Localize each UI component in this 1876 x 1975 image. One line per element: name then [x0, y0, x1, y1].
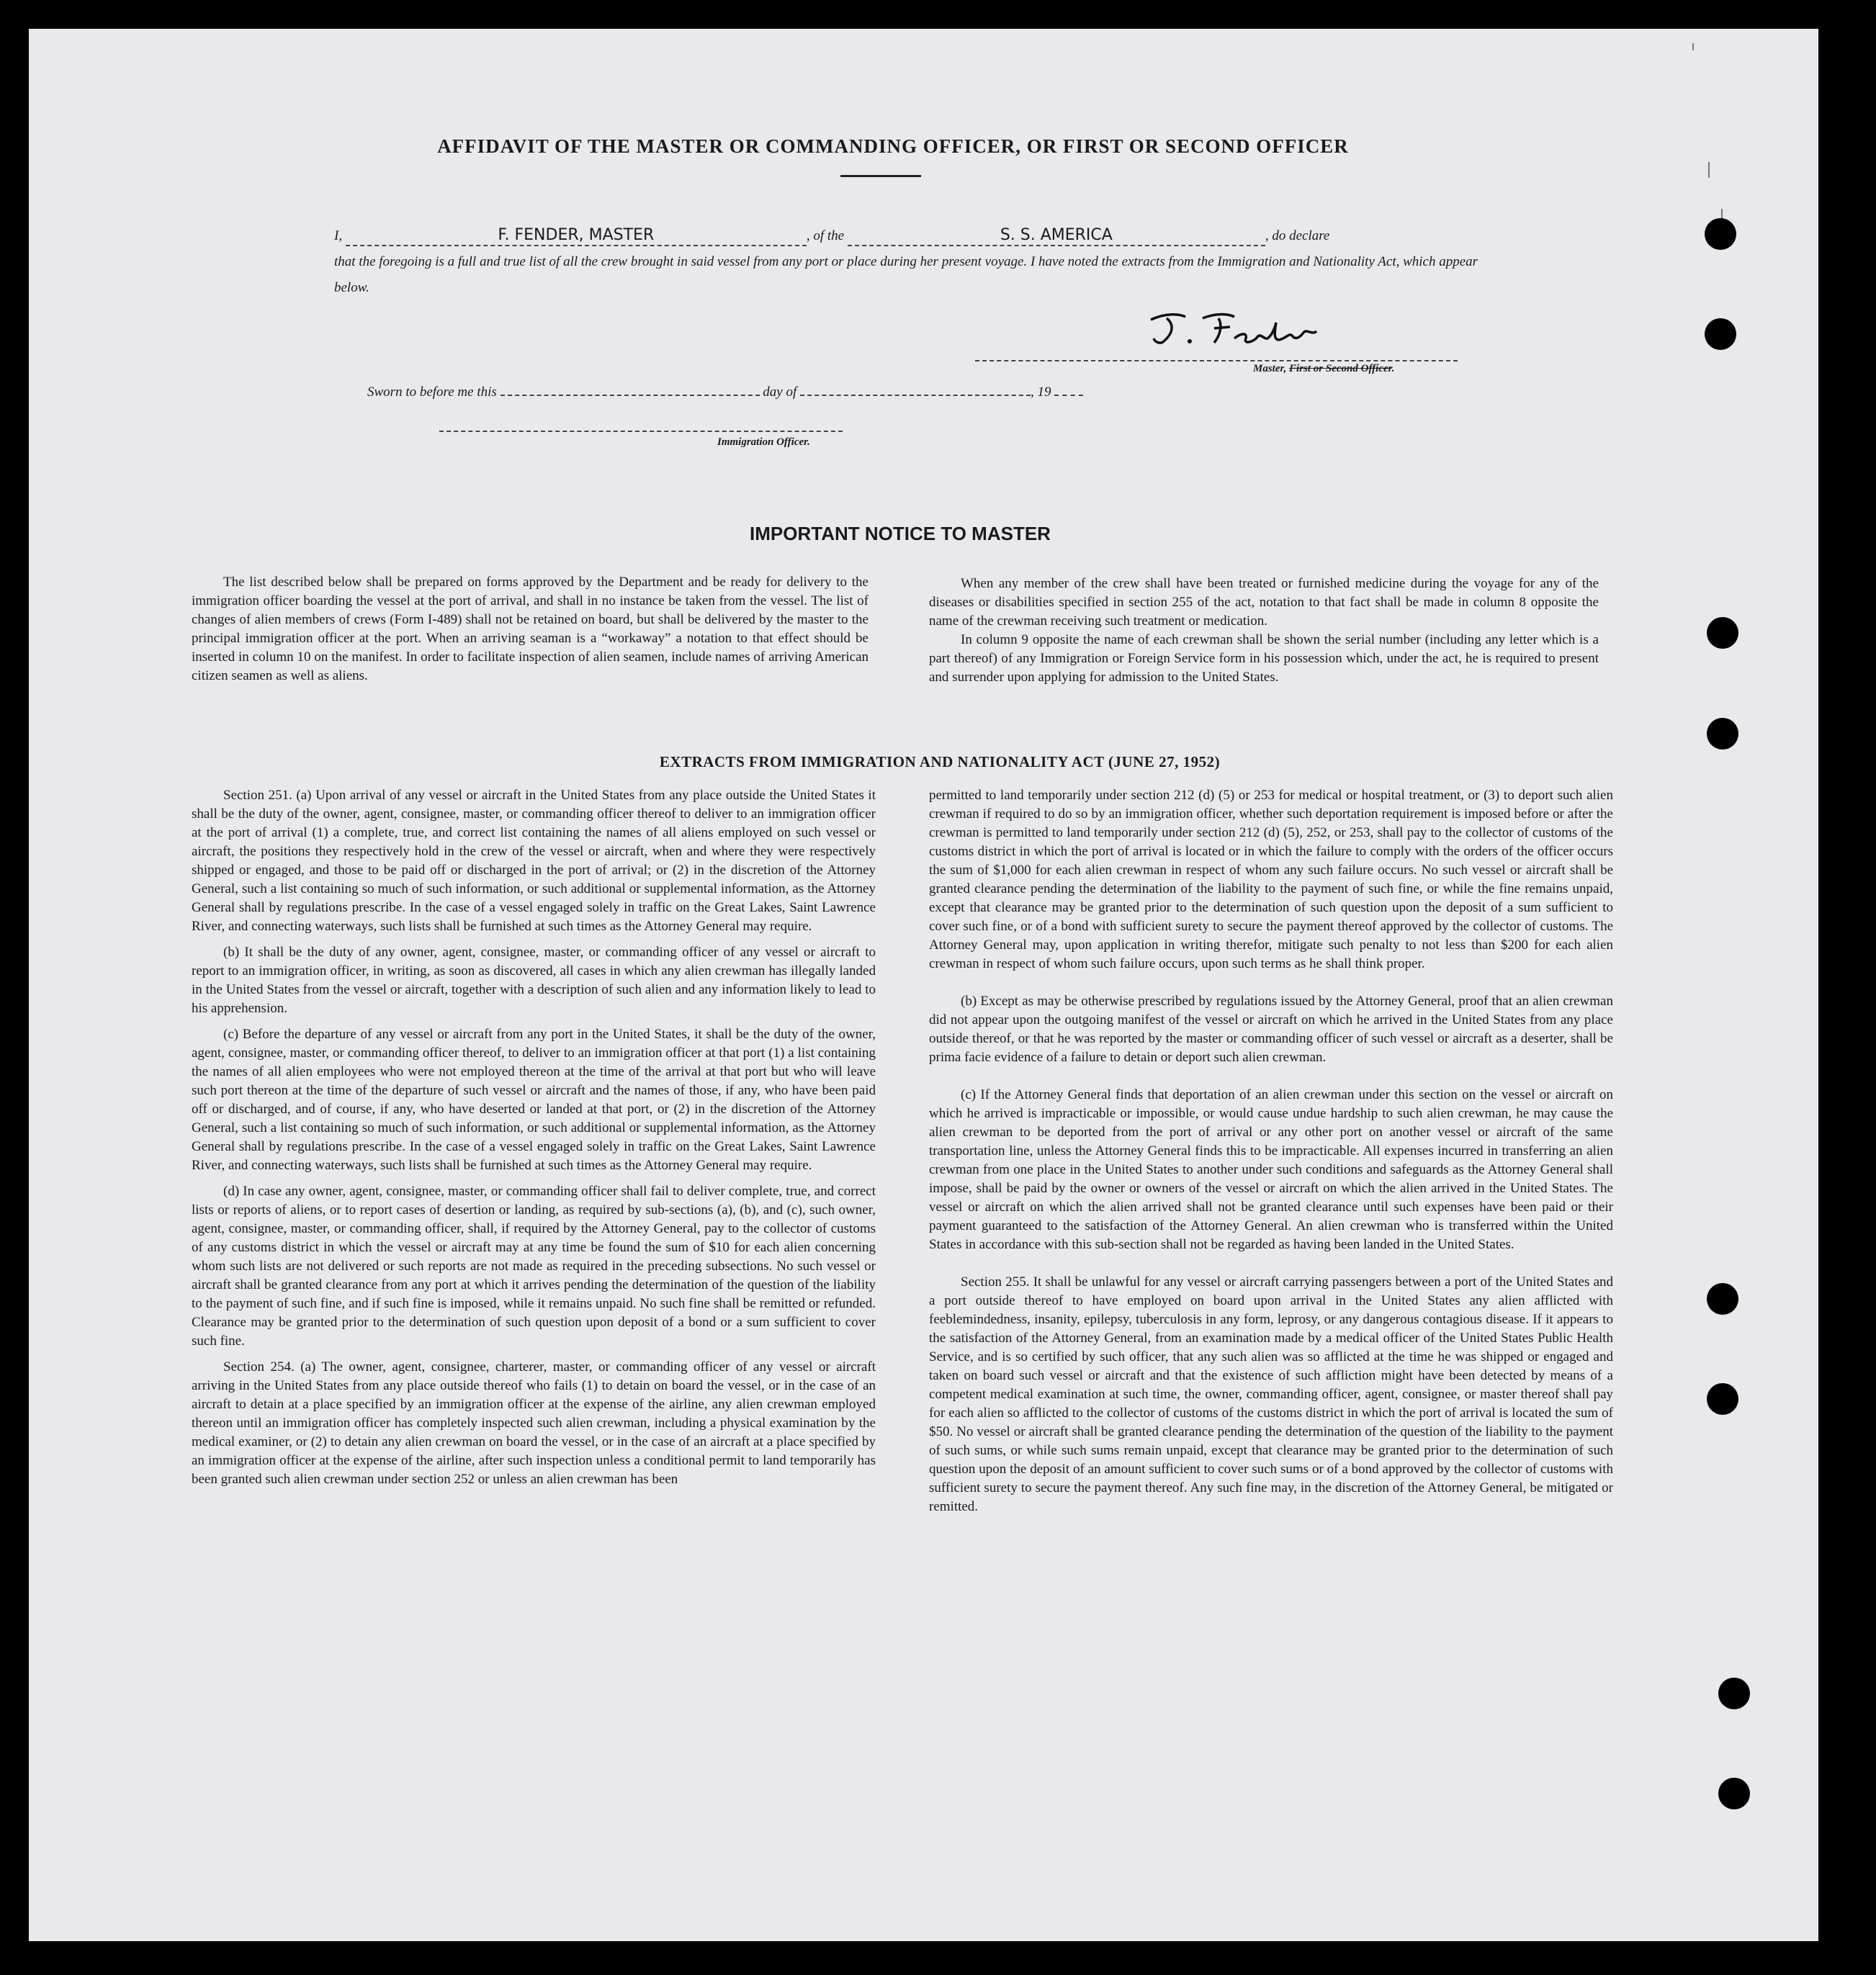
vessel-name-field: S. S. AMERICA — [848, 226, 1265, 246]
signature-caption-struck: First or Second Officer — [1289, 363, 1392, 374]
scan-mark — [1708, 162, 1710, 178]
sworn-year-prefix: , 19 — [1031, 384, 1051, 400]
handwritten-signature-image — [1145, 307, 1332, 353]
declaration-do-declare: , do declare — [1265, 228, 1330, 243]
extract-paragraph: (c) Before the departure of any vessel or aircraft from any port in the United States, it shall be the duty of the owner, agent, consignee, master, or commanding officer thereof, to deliver to an immigration officer at that port (1) a list containing the names of all alien employees who were not employed thereon at the time of the arrival at that port but who will leave such port thereon at the time of the departure of such vessel or aircraft and the names of those, if any, who have been paid off or discharged, and of course, if any, who have deserted or landed at that port, or (2) in the discretion of the Attorney General, such a list containing so much of such information, or such additional or supplemental information, as the Attorney General shall by regulations prescribe. In the case of a vessel engaged solely in traffic on the Great Lakes, Saint Lawrence River, and connecting waterways, such lists shall be furnished at such times as the Attorney General may require. — [192, 1027, 876, 1173]
extract-paragraph: (b) Except as may be otherwise prescribed by regulations issued by the Attorney General, proof that an alien crewman did not appear upon the outgoing manifest of the vessel or aircraft on which he arrived in the United States from any place outside thereof, or that he was reported by the master or commanding officer of such vessel or aircraft as a deserter, shall be prima facie evidence of a failure to detain or deport such alien crewman. — [929, 994, 1613, 1065]
notice-title: IMPORTANT NOTICE TO MASTER — [750, 523, 1051, 544]
signature-caption-suffix: . — [1391, 363, 1395, 374]
declaration-body: that the foregoing is a full and true list of all the crew brought in said vessel from any port or place during her present voyage. I have noted the extracts from the Immigration and Nationality Act, which appear below. — [334, 254, 1478, 295]
extract-paragraph: Section 255. It shall be unlawful for any vessel or aircraft carrying passengers between a port of the United States and a port outside thereof to have employed on board upon arrival in the United States any alien afflicted with feeblemindedness, insanity, epilepsy, tuberculosis in any form, leprosy, or any dangerous contagious disease. If it appears to the satisfaction of the Attorney General, from an examination made by a medical officer of the United States Public Health Service, and is so certified by such officer, that any such alien was so afflicted at the time he was shipped or engaged and taken on board such vessel or aircraft and that the existence of such affliction might have been detected by means of a competent medical examination at such time, the owner, commanding officer, agent, consignee, or master thereof shall pay for each alien so afflicted to the collector of customs of the customs district in which the port of arrival is located the sum of $50. No vessel or aircraft shall be granted clearance pending the determination of the question of the liability to the payment of such sums, or while such sums remain unpaid, except that clearance may be granted prior to the determination of such question upon the deposit of an amount sufficient to cover such sums or of a bond approved by the collector of customs with sufficient surety to secure the payment thereof. Any such fine may, in the discretion of the Attorney General, be mitigated or remitted. — [929, 1274, 1613, 1514]
immigration-officer-line — [439, 431, 843, 432]
extracts-title: EXTRACTS FROM IMMIGRATION AND NATIONALITY ACT (JUNE 27, 1952) — [659, 753, 1221, 770]
sworn-day-of: day of — [763, 384, 797, 400]
sworn-month-field — [800, 380, 1031, 396]
declaration-of-the: , of the — [806, 228, 845, 243]
notice-paragraph: The list described below shall be prepared on forms approved by the Department and be ready for delivery to the immigration officer boarding the vessel at the port of arrival, and shall in no instance be taken from the vessel. The list of changes of alien members of crews (Form I-489) shall not be retained on board, but shall be delivered by the master to the principal immigration officer at the port. When an arriving seaman is a “workaway” a notation to that effect should be inserted in column 10 on the manifest. In order to facilitate inspection of alien seamen, include names of arriving American citizen seamen as well as aliens. — [192, 575, 869, 683]
extract-paragraph: Section 251. (a) Upon arrival of any vessel or aircraft in the United States from any place outside the United States it shall be the duty of the owner, agent, consignee, master, or commanding officer thereof to deliver to an immigration officer at the port of arrival (1) a complete, true, and correct list containing the names of all aliens employed on such vessel or aircraft, the positions they respectively hold in the crew of the vessel or aircraft, when and where they were respectively shipped or engaged, and those to be paid off or discharged in the port of arrival; or (2) in the discretion of the Attorney General, such a list containing so much of such information, or such additional or supplemental information, as the Attorney General shall by regulations prescribe. In the case of a vessel engaged solely in traffic on the Great Lakes, Saint Lawrence River, and connecting waterways, such lists shall be furnished at such times as the Attorney General may require. — [192, 788, 876, 934]
sworn-year-field — [1054, 380, 1083, 396]
punch-hole — [1718, 1778, 1750, 1809]
signature-caption — [1253, 363, 1394, 375]
declaration-prefix: I, — [334, 228, 343, 243]
declaration-paragraph — [334, 223, 1486, 301]
document-sheet — [29, 29, 1818, 1941]
notice-right-column — [929, 575, 1599, 687]
punch-hole — [1705, 318, 1736, 350]
extract-paragraph: (b) It shall be the duty of any owner, agent, consignee, master, or commanding officer of any vessel or aircraft to report to an immigration officer, in writing, as soon as discovered, all cases in which any alien crewman has illegally landed in the United States from the vessel or aircraft, together with a description of such alien and any information likely to lead to his apprehension. — [192, 945, 876, 1016]
notice-paragraph: When any member of the crew shall have been treated or furnished medicine during the voyage for any of the diseases or disabilities specified in section 255 of the act, notation to that fact shall be made in column 8 opposite the name of the crewman receiving such treatment or medication. — [929, 576, 1599, 629]
extract-paragraph: Section 254. (a) The owner, agent, consignee, charterer, master, or commanding officer of any vessel or aircraft arriving in the United States from any place outside thereof who fails (1) to detain on board the vessel, or in the case of an aircraft to detain at a place specified by an immigration officer at the expense of the airline, any alien crewman employed thereon until an immigration officer has completely inspected such alien crewman, including a physical examination by the medical examiner, or (2) to detain any alien crewman on board the vessel, or in the case of an aircraft at a place specified by an immigration officer at the expense of the airline, after such inspection unless a conditional permit to land temporarily has been granted such alien crewman under section 252 or unless an alien crewman has been — [192, 1359, 876, 1487]
extracts-right-column — [929, 786, 1613, 1516]
sworn-prefix: Sworn to before me this — [367, 384, 497, 400]
punch-hole — [1707, 1283, 1738, 1315]
punch-hole — [1718, 1678, 1750, 1709]
master-signature — [1145, 307, 1332, 361]
punch-hole — [1707, 718, 1738, 750]
scan-mark — [1692, 43, 1694, 50]
immigration-officer-caption: Immigration Officer. — [717, 436, 810, 448]
sworn-day-field — [501, 380, 760, 396]
sworn-line — [367, 380, 1083, 400]
master-name-field: F. FENDER, MASTER — [346, 226, 807, 246]
extract-paragraph: (c) If the Attorney General finds that deportation of an alien crewman under this section on the vessel or aircraft on which he arrived is impracticable or impossible, or would cause undue hardship to such alien crewman, he may cause the alien crewman to be deported from the port of arrival or any other port on another vessel or aircraft of the same transportation line, unless the Attorney General finds this to be impracticable. All expenses incurred in transferring an alien crewman from one place in the United States to another under such conditions and safeguards as the Attorney General shall impose, shall be paid by the owner or owners of the vessel or aircraft on which the alien arrived in the United States. The vessel or aircraft on which the alien arrived shall not be granted clearance until such expenses have been paid or their payment guaranteed to the satisfaction of the Attorney General. An alien crewman who is transferred within the United States in accordance with this sub-section shall not be regarded as having been landed in the United States. — [929, 1087, 1613, 1252]
extract-paragraph: (d) In case any owner, agent, consignee, master, or commanding officer shall fail to deliver complete, true, and correct lists or reports of aliens, or to report cases of desertion or landing, as required by sub-sections (a), (b), and (c), such owner, agent, consignee, master, or commanding officer, shall, if required by the Attorney General, pay to the collector of customs of any customs district in which the vessel or aircraft may at any time be found the sum of $10 for each alien concerning whom such lists are not delivered or such reports are not made as required in the preceding subsections. No such vessel or aircraft shall be granted clearance from any port at which it arrives pending the determination of the question of the liability to the payment of such fine, and if such fine is imposed, while it remains unpaid. No such fine shall be remitted or refunded. Clearance may be granted prior to the determination of such question upon deposit of a bond or a sum sufficient to cover such fine. — [192, 1184, 876, 1349]
punch-hole — [1707, 1383, 1738, 1415]
notice-left-column — [192, 573, 869, 685]
signature-caption-prefix: Master, — [1253, 363, 1287, 374]
extracts-left-column — [192, 786, 876, 1489]
extract-paragraph: permitted to land temporarily under section 212 (d) (5) or 253 for medical or hospital treatment, or (3) to deport such alien crewman if required to do so by an immigration officer, whether such deportation requirement is imposed before or after the crewman is permitted to land temporarily under section 212 (d) (5), 252, or 253, shall pay to the collector of customs of the customs district in which the port of arrival is located or in which the failure to comply with the orders of the officer occurs the sum of $1,000 for each alien crewman in respect of whom any such failure occurs. No such vessel or aircraft shall be granted clearance pending the determination of the liability to the payment of such fine, or while the fine remains unpaid, except that clearance may be granted prior to the determination of such question upon the deposit of a sum sufficient to cover such fine, or of a bond with sufficient surety to secure the payment thereof approved by the collector of customs. The Attorney General may, upon application in writing therefor, mitigate such penalty to not less than $200 for each alien crewman in respect of whom such failure occurs, upon such terms as he shall think proper. — [929, 788, 1613, 971]
punch-hole — [1705, 218, 1736, 250]
notice-paragraph: In column 9 opposite the name of each crewman shall be shown the serial number (including any letter which is a part thereof) of any Immigration or Foreign Service form in his possession which, under the act, he is required to present and surrender upon applying for admission to the United States. — [929, 632, 1599, 685]
affidavit-title: AFFIDAVIT OF THE MASTER OR COMMANDING OFFICER, OR FIRST OR SECOND OFFICER — [437, 135, 1349, 157]
punch-hole — [1707, 617, 1738, 649]
title-rule — [840, 175, 921, 177]
